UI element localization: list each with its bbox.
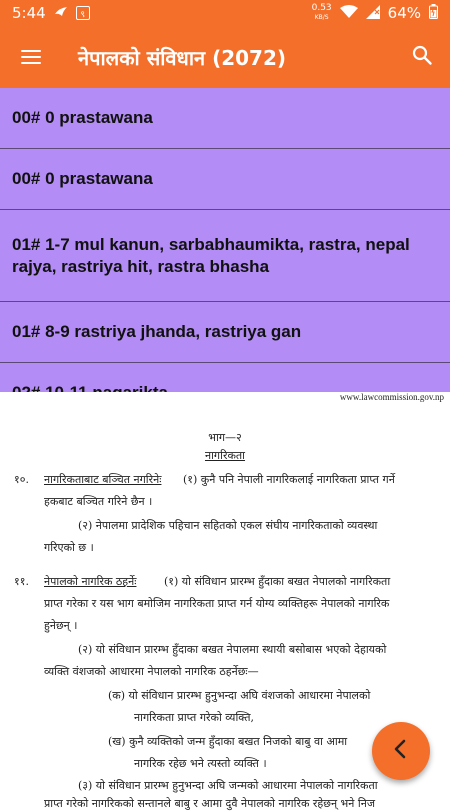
- document-line: (२) नेपालमा प्रादेशिक पहिचान सहितको एकल संघीय नागरिकताको व्यवस्था: [78, 519, 378, 532]
- hamburger-menu-icon: [21, 50, 41, 64]
- app-bar: [0, 26, 450, 88]
- document-part-title: नागरिकता: [204, 449, 246, 462]
- list-item[interactable]: [0, 302, 450, 363]
- status-bar-right: [312, 4, 438, 22]
- list-item-label: 00# 0 prastawana: [12, 108, 153, 127]
- status-time: 5:44: [12, 4, 46, 22]
- back-fab-button[interactable]: [372, 722, 430, 780]
- document-line: (३) यो संविधान प्रारम्भ हुनुभन्दा अघि जन्मको आधारमा नेपालको नागरिकता: [78, 779, 378, 792]
- network-speed-unit: KB/S: [314, 14, 329, 21]
- document-line: हकबाट बञ्चित गरिने छैन ।: [44, 495, 153, 508]
- document-line: नागरिक रहेछ भने त्यस्तो व्यक्ति ।: [134, 757, 267, 770]
- section-number: १०.: [14, 473, 29, 486]
- document-url: www.lawcommission.gov.np: [339, 392, 444, 402]
- chapter-list: [0, 88, 450, 424]
- search-button[interactable]: [394, 26, 450, 88]
- bird-notification-icon: [54, 6, 68, 21]
- list-item-label: 01# 8-9 rastriya jhanda, rastriya gan: [12, 322, 302, 341]
- battery-charging-icon: [429, 4, 438, 22]
- document-line: प्राप्त गरेका र यस भाग बमोजिम नागरिकता प्राप्त गर्न योग्य व्यक्तिहरू नेपालको नागरिक: [44, 597, 390, 610]
- document-line: व्यक्ति वंशजको आधारमा नेपालको नागरिक ठहर्नेछः—: [44, 665, 259, 678]
- status-bar: [0, 0, 450, 26]
- status-bar-left: [12, 4, 90, 22]
- list-item[interactable]: [0, 88, 450, 149]
- list-item-label: 00# 0 prastawana: [12, 169, 153, 188]
- notification-box-icon: ९: [76, 6, 90, 20]
- search-icon: [412, 45, 432, 69]
- document-line: (२) यो संविधान प्रारम्भ हुँदाका बखत नेपालमा स्थायी बसोबास भएको देहायको: [78, 643, 387, 656]
- chevron-left-icon: [390, 738, 412, 764]
- document-line: प्राप्त गरेको नागरिकको सन्तानले बाबु र आमा दुवै नेपालको नागरिक रहेछन् भने निज: [44, 797, 376, 810]
- document-part: भाग—२: [208, 431, 242, 444]
- list-item[interactable]: [0, 149, 450, 210]
- section-title: नागरिकताबाट बञ्चित नगरिनेः: [44, 473, 162, 486]
- list-item-label: 01# 1-7 mul kanun, sarbabhaumikta, rastra, nepal rajya, rastriya hit, rastra bhasha: [12, 234, 410, 276]
- network-speed: [312, 4, 332, 22]
- document-line: (१) कुनै पनि नेपाली नागरिकलाई नागरिकता प्राप्त गर्ने: [183, 473, 395, 486]
- document-line: गरिएको छ ।: [44, 541, 94, 554]
- document-line: नागरिकता प्राप्त गरेको व्यक्ति,: [134, 711, 254, 724]
- app-title: नेपालको संविधान (2072): [78, 45, 287, 70]
- document-line: (क) यो संविधान प्रारम्भ हुनुभन्दा अघि वंशजको आधारमा नेपालको: [108, 689, 371, 702]
- menu-button[interactable]: [0, 26, 62, 88]
- signal-icon: [366, 5, 380, 22]
- section-number: ११.: [14, 575, 29, 588]
- list-item[interactable]: [0, 210, 450, 302]
- section-title: नेपालको नागरिक ठहर्नेः: [44, 575, 137, 588]
- document-line: (१) यो संविधान प्रारम्भ हुँदाका बखत नेपालको नागरिकता: [164, 575, 391, 588]
- network-speed-value: 0.53: [311, 3, 332, 13]
- document-line: हुनेछन् ।: [44, 619, 78, 632]
- wifi-icon: [340, 5, 358, 22]
- document-line: (ख) कुनै व्यक्तिको जन्म हुँदाका बखत निजको बाबु वा आमा: [108, 735, 348, 748]
- battery-percent: 64%: [387, 4, 421, 22]
